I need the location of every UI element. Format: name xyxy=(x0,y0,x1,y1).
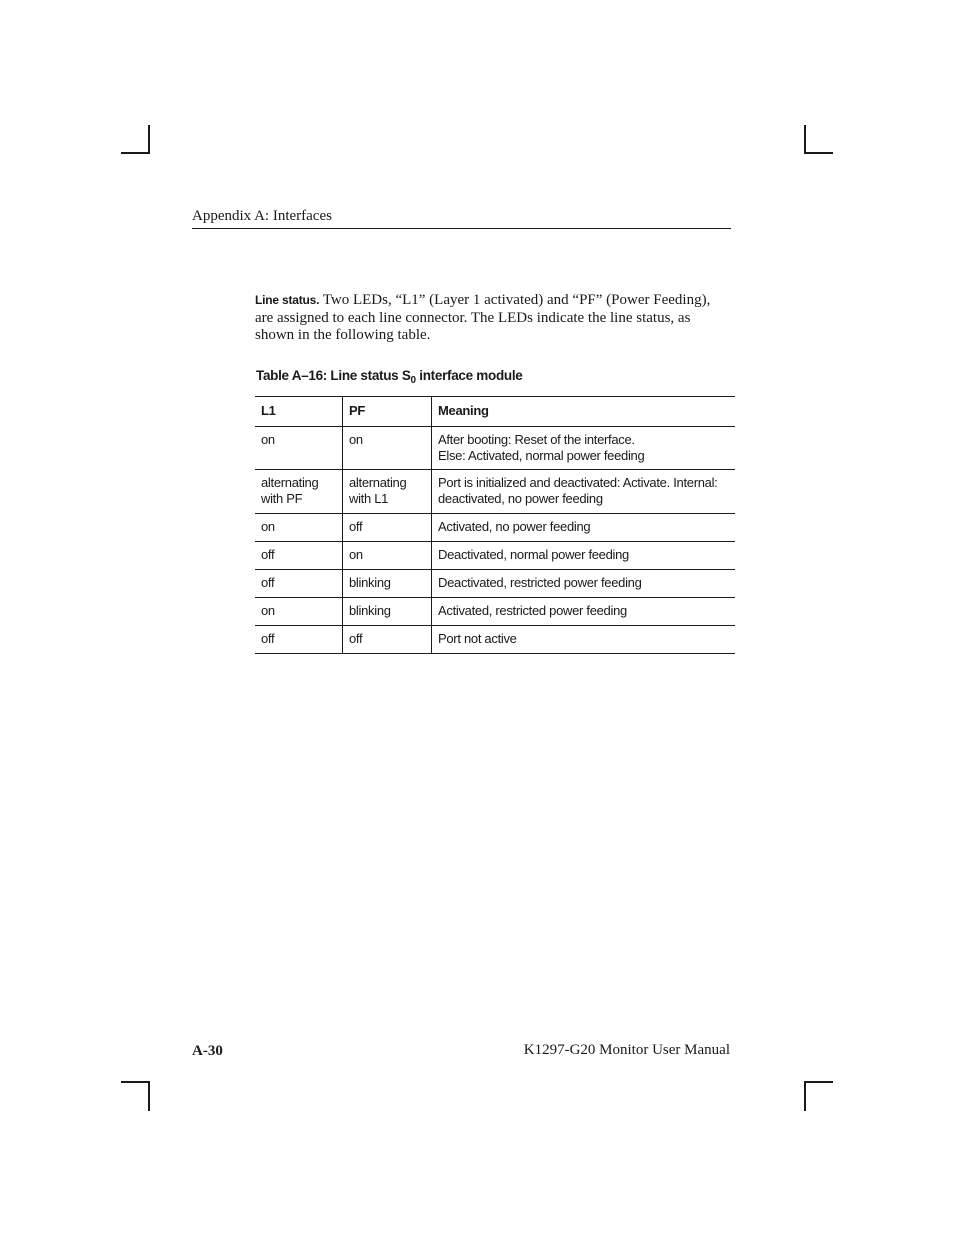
line-status-table xyxy=(255,396,735,654)
cell-l1: off xyxy=(255,570,343,598)
running-head: Appendix A: Interfaces xyxy=(192,207,731,229)
paragraph-text: Two LEDs, “L1” (Layer 1 activated) and “PF” (Power Feeding), are assigned to each line connector. The LEDs indicate the line status, as shown in the following table. xyxy=(255,292,711,343)
cell-meaning: Port not active xyxy=(432,626,736,654)
table-row xyxy=(255,427,735,470)
cell-l1: off xyxy=(255,626,343,654)
crop-mark-bottom-right-h xyxy=(804,1081,833,1083)
cell-meaning: Deactivated, restricted power feeding xyxy=(432,570,736,598)
crop-mark-bottom-right-v xyxy=(804,1081,806,1111)
crop-mark-bottom-left-h xyxy=(121,1081,150,1083)
cell-l1: off xyxy=(255,542,343,570)
cell-pf xyxy=(343,470,432,514)
cell-line: on xyxy=(349,432,363,447)
table-row xyxy=(255,626,735,654)
crop-mark-bottom-left-v xyxy=(148,1081,150,1111)
manual-title: K1297-G20 Monitor User Manual xyxy=(523,1042,730,1058)
crop-mark-top-right-v xyxy=(804,125,806,154)
cell-line: After booting: Reset of the interface. xyxy=(438,432,635,447)
table-caption xyxy=(256,367,523,385)
cell-pf: on xyxy=(343,542,432,570)
cell-l1 xyxy=(255,427,343,470)
cell-line: with PF xyxy=(261,491,303,506)
paragraph-lead-in: Line status. xyxy=(255,293,320,307)
cell-line: with L1 xyxy=(349,491,389,506)
table-header-row xyxy=(255,397,735,427)
table-row xyxy=(255,598,735,626)
cell-l1: on xyxy=(255,598,343,626)
cell-meaning xyxy=(432,470,736,514)
header-l1: L1 xyxy=(255,397,343,427)
page-number: A-30 xyxy=(192,1043,223,1059)
cell-pf: blinking xyxy=(343,598,432,626)
cell-pf xyxy=(343,427,432,470)
cell-l1: on xyxy=(255,514,343,542)
line-status-paragraph xyxy=(255,292,730,345)
cell-pf: blinking xyxy=(343,570,432,598)
cell-meaning: Activated, no power feeding xyxy=(432,514,736,542)
cell-line: alternating xyxy=(349,475,407,490)
cell-line: on xyxy=(261,432,275,447)
crop-mark-top-left-h xyxy=(121,152,150,154)
cell-pf: off xyxy=(343,514,432,542)
cell-line: deactivated, no power feeding xyxy=(438,491,603,506)
caption-prefix: Table A–16: Line status S xyxy=(256,368,411,383)
header-pf: PF xyxy=(343,397,432,427)
cell-pf: off xyxy=(343,626,432,654)
cell-line: Port is initialized and deactivated: Activate. Internal: xyxy=(438,475,718,490)
cell-line: alternating xyxy=(261,475,319,490)
cell-meaning: Deactivated, normal power feeding xyxy=(432,542,736,570)
crop-mark-top-right-h xyxy=(804,152,833,154)
cell-line: Else: Activated, normal power feeding xyxy=(438,448,645,463)
caption-subscript: 0 xyxy=(410,375,416,386)
cell-meaning xyxy=(432,427,736,470)
table-row xyxy=(255,514,735,542)
table-row xyxy=(255,470,735,514)
table-row xyxy=(255,542,735,570)
caption-suffix: interface module xyxy=(415,368,523,383)
header-meaning: Meaning xyxy=(432,397,736,427)
table-row xyxy=(255,570,735,598)
cell-meaning: Activated, restricted power feeding xyxy=(432,598,736,626)
cell-l1 xyxy=(255,470,343,514)
crop-mark-top-left-v xyxy=(148,125,150,154)
